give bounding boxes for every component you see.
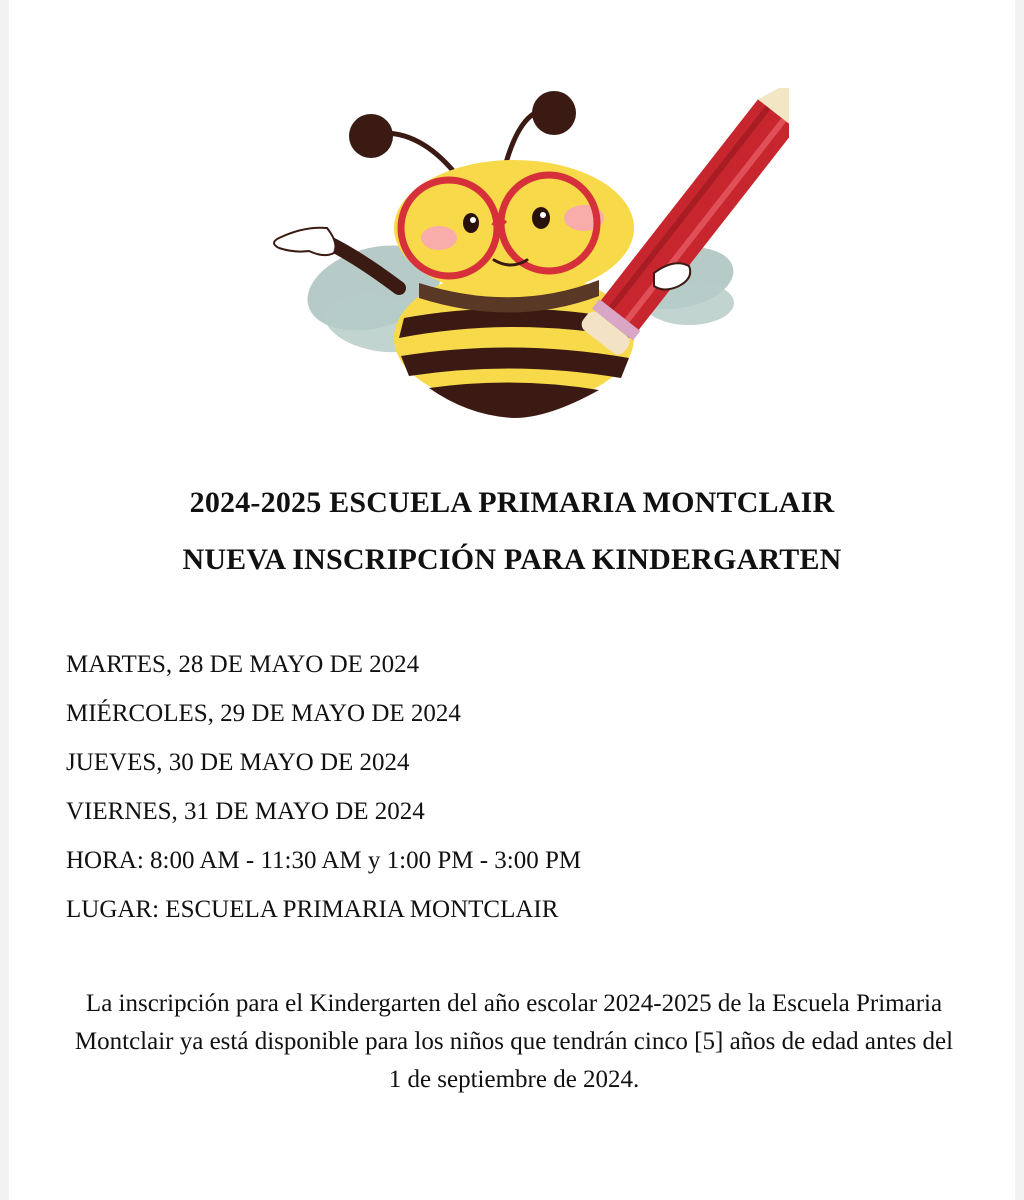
bee-with-pencil-icon	[249, 88, 789, 418]
registration-details	[66, 648, 581, 942]
title-line-2: NUEVA INSCRIPCIÓN PARA KINDERGARTEN	[182, 543, 842, 576]
place-line: LUGAR: ESCUELA PRIMARIA MONTCLAIR	[66, 896, 559, 923]
info-paragraph: La inscripción para el Kindergarten del año escolar 2024-2025 de la Escuela Primaria Montclair ya está disponible para los niños que tendrán cinco [5] años de edad antes del 1 de septiembre de 2024.	[74, 990, 954, 1093]
date-line: VIERNES, 31 DE MAYO DE 2024	[66, 798, 425, 825]
flyer-page	[9, 0, 1015, 1200]
date-line: JUEVES, 30 DE MAYO DE 2024	[66, 749, 410, 776]
title-line-1: 2024-2025 ESCUELA PRIMARIA MONTCLAIR	[189, 486, 835, 519]
time-line: HORA: 8:00 AM - 11:30 AM y 1:00 PM - 3:00 PM	[66, 847, 582, 874]
date-line: MARTES, 28 DE MAYO DE 2024	[66, 651, 420, 678]
date-line: MIÉRCOLES, 29 DE MAYO DE 2024	[66, 700, 461, 727]
